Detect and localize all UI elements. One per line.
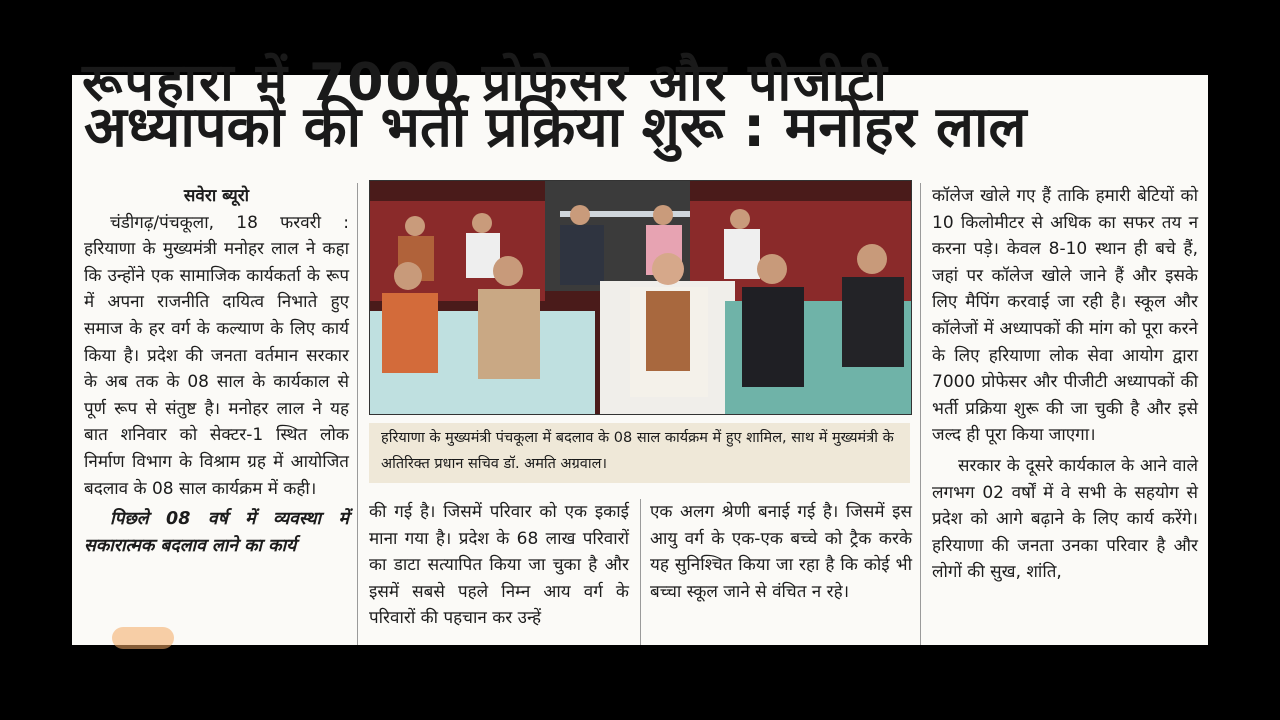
column-3 [650, 499, 912, 645]
column-1 [84, 183, 349, 645]
column-4 [932, 183, 1198, 645]
column-4-text-a: कॉलेज खोले गए हैं ताकि हमारी बेटियों को 10 किलोमीटर से अधिक का सफर तय न करना पड़े। केवल 8-10 स्थान ही बचे हैं, जहां पर कॉलेज खोले जाने हैं और इसके लिए मैपिंग करवाई जा रही है। स्कूल और कॉलेजों में अध्यापकों की मांग को पूरा करने के लिए हरियाणा लोक सेवा आयोग द्वारा 7000 प्रोफेसर और पीजीटी अध्यापकों की भर्ती प्रक्रिया शुरू की जा चुकी है और इसे जल्द ही पूरा किया जाएगा। [932, 186, 1198, 446]
column-2 [369, 499, 629, 645]
column-rule [640, 499, 641, 645]
column-4-text-b: सरकार के दूसरे कार्यकाल के आने वाले लगभग 02 वर्षों में वे सभी के सहयोग से प्रदेश को आगे बढ़ाने के लिए कार्य करेंगे। हरियाणा की जनता उनका परिवार है और लोगों की सुख, शांति, [932, 455, 1198, 583]
highlight-mark [112, 627, 174, 649]
headline: अध्यापकों की भर्ती प्रक्रिया शुरू : मनोहर लाल [84, 95, 1027, 160]
byline: सवेरा ब्यूरो [183, 186, 250, 206]
news-photo [369, 180, 912, 415]
event-photo-image [370, 181, 911, 414]
photo-caption: हरियाणा के मुख्यमंत्री पंचकूला में बदलाव के 08 साल कार्यक्रम में हुए शामिल, साथ में मुख्यमंत्री के अतिरिक्त प्रधान सचिव डॉ. अमति अग्रवाल। [369, 423, 910, 483]
newspaper-clipping [72, 53, 1208, 645]
column-rule [357, 183, 358, 645]
column-1-text: चंडीगढ़/पंचकूला, 18 फरवरी : हरियाणा के मुख्यमंत्री मनोहर लाल ने कहा कि उन्होंने एक सामाजिक कार्यकर्ता के रूप में अपना राजनीति दायित्व निभाते हुए समाज के हर वर्ग के कल्याण के लिए कार्य किया है। प्रदेश की जनता वर्तमान सरकार के अब तक के 08 साल के कार्यकाल से पूर्ण रूप से संतुष्ट है। मनोहर लाल ने यह बात शनिवार को सेक्टर-1 स्थित लोक निर्माण विभाग के विश्राम ग्रह में आयोजित बदलाव के 08 साल कार्यक्रम में कही। [84, 212, 349, 499]
column-2-text: की गई है। जिसमें परिवार को एक इकाई माना गया है। प्रदेश के 68 लाख परिवारों का डाटा सत्यापित किया जा चुका है और इसमें सबसे पहले निम्न आय वर्ग के परिवारों की पहचान कर उन्हें [369, 502, 629, 629]
column-3-text: एक अलग श्रेणी बनाई गई है। जिसमें इस आयु वर्ग के एक-एक बच्चे को ट्रैक करके यह सुनिश्चित किया जा रहा है कि कोई भी बच्चा स्कूल जाने से वंचित न रहे। [650, 502, 912, 602]
column-rule [920, 183, 921, 645]
subheading: पिछले 08 वर्ष में व्यवस्था में सकारात्मक बदलाव लाने का कार्य [84, 509, 349, 556]
headline-top-cut: रूपहारा में 7000 प्रोफेसर और पीजीटी [82, 53, 889, 113]
